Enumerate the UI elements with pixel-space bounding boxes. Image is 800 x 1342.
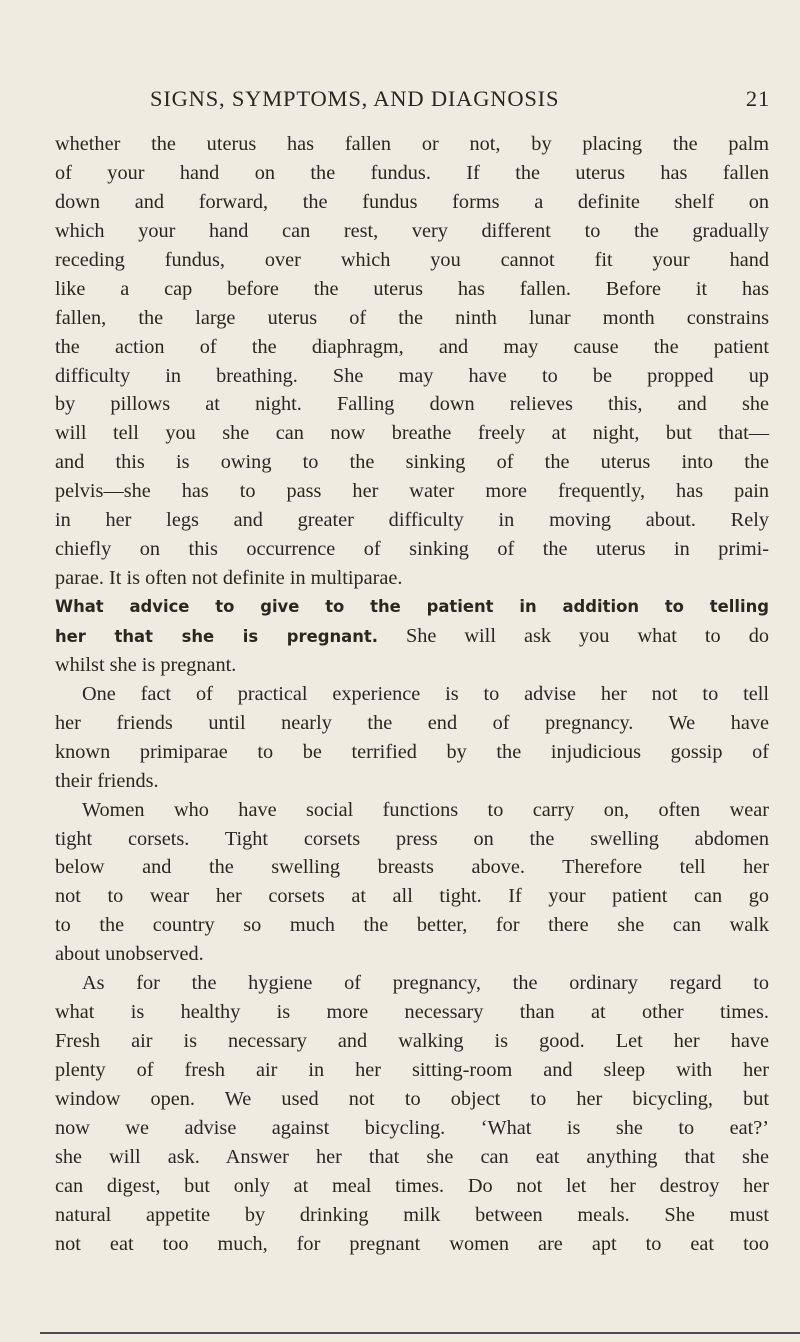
text-line: about unobserved.: [55, 943, 204, 966]
section-heading-line: What advice to give to the patient in addition to telling: [55, 597, 769, 616]
text-line: plenty of fresh air in her sitting-room and sleep with her: [55, 1059, 769, 1081]
text-line: fallen, the large uterus of the ninth lunar month constrains: [55, 306, 769, 329]
text-line: receding fundus, over which you cannot fit your hand: [55, 248, 769, 271]
text-line: difficulty in breathing. She may have to be propped up: [55, 364, 769, 387]
heading-run-in-text: She will ask you what to do: [377, 624, 769, 647]
body-text: [55, 130, 769, 1259]
text-line: by pillows at night. Falling down relieves this, and she: [55, 393, 769, 416]
running-header: [150, 86, 770, 116]
text-line: and this is owing to the sinking of the uterus into the: [55, 451, 769, 474]
text-line: whether the uterus has fallen or not, by placing the palm: [55, 133, 769, 155]
text-line: chiefly on this occurrence of sinking of the uterus in primi-: [55, 538, 769, 561]
text-line: what is healthy is more necessary than at other times.: [55, 1001, 769, 1024]
text-line: below and the swelling breasts above. Therefore tell her: [55, 856, 769, 879]
text-line: their friends.: [55, 769, 159, 792]
text-line: her friends until nearly the end of pregnancy. We have: [55, 711, 769, 734]
text-line: natural appetite by drinking milk between meals. She must: [55, 1203, 769, 1226]
heading-run-in-line: [55, 622, 769, 651]
text-line: not eat too much, for pregnant women are apt to eat too: [55, 1232, 769, 1255]
text-line: Women who have social functions to carry on, often wear: [82, 798, 769, 821]
bottom-rule: [40, 1332, 800, 1334]
text-line: the action of the diaphragm, and may cause the patient: [55, 335, 769, 358]
text-line: whilst she is pregnant.: [55, 653, 237, 676]
text-line: Fresh air is necessary and walking is good. Let her have: [55, 1030, 769, 1053]
text-line: tight corsets. Tight corsets press on the swelling abdomen: [55, 827, 769, 850]
text-line: As for the hygiene of pregnancy, the ordinary regard to: [82, 972, 769, 995]
text-line: parae. It is often not definite in multiparae.: [55, 567, 403, 590]
page-number: 21: [745, 86, 770, 111]
text-line: of your hand on the fundus. If the uterus has fallen: [55, 161, 769, 184]
text-line: like a cap before the uterus has fallen. Before it has: [55, 277, 769, 300]
text-line: can digest, but only at meal times. Do not let her destroy her: [55, 1174, 769, 1197]
running-title: SIGNS, SYMPTOMS, AND DIAGNOSIS: [150, 86, 560, 111]
text-line: window open. We used not to object to her bicycling, but: [55, 1087, 769, 1110]
text-line: One fact of practical experience is to advise her not to tell: [82, 682, 769, 705]
text-line: will tell you she can now breathe freely at night, but that—: [55, 422, 769, 445]
text-line: she will ask. Answer her that she can eat anything that she: [55, 1145, 769, 1168]
text-line: not to wear her corsets at all tight. If your patient can go: [55, 885, 769, 908]
text-line: pelvis—she has to pass her water more frequently, has pain: [55, 480, 769, 503]
text-line: which your hand can rest, very different to the gradually: [55, 219, 769, 242]
text-line: known primiparae to be terrified by the injudicious gossip of: [55, 740, 769, 763]
text-line: to the country so much the better, for there she can walk: [55, 914, 769, 937]
text-line: now we advise against bicycling. ‘What is she to eat?’: [55, 1116, 769, 1139]
section-heading-end: her that she is pregnant.: [55, 626, 378, 646]
text-line: down and forward, the fundus forms a definite shelf on: [55, 190, 769, 213]
text-line: in her legs and greater difficulty in moving about. Rely: [55, 509, 769, 532]
